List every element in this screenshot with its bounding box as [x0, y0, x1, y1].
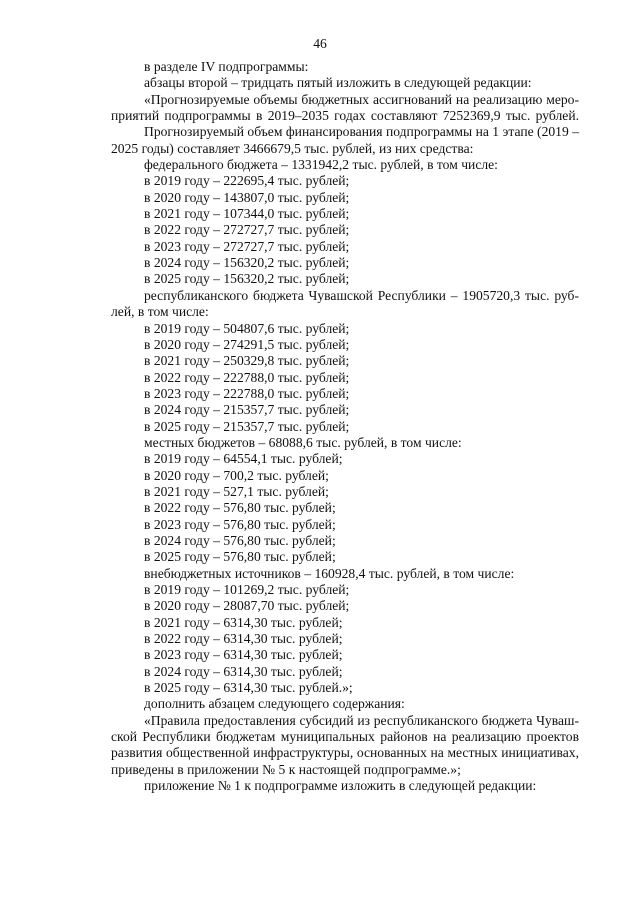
text-line: в 2021 году – 250329,8 тыс. рублей; — [144, 353, 350, 369]
text-line: в 2021 году – 6314,30 тыс. рублей; — [144, 614, 343, 630]
text-line: приложение № 1 к подпрограмме изложить в следующей редакции: — [144, 778, 537, 794]
text-line: республиканского бюджета Чувашской Республики – 1905720,3 тыс. руб- — [144, 287, 579, 303]
text-line: в 2023 году – 6314,30 тыс. рублей; — [144, 647, 343, 663]
text-line: в 2022 году – 222788,0 тыс. рублей; — [144, 369, 350, 385]
text-line: федерального бюджета – 1331942,2 тыс. рублей, в том числе: — [144, 157, 498, 173]
text-line: «Правила предоставления субсидий из республиканского бюджета Чуваш- — [144, 712, 579, 728]
text-line: в 2020 году – 28087,70 тыс. рублей; — [144, 598, 350, 614]
text-line: в 2023 году – 576,80 тыс. рублей; — [144, 516, 336, 532]
text-line: в 2024 году – 215357,7 тыс. рублей; — [144, 402, 350, 418]
text-line: в 2023 году – 272727,7 тыс. рублей; — [144, 238, 350, 254]
text-line: в 2022 году – 576,80 тыс. рублей; — [144, 500, 336, 516]
document-body — [111, 59, 579, 794]
text-line: в 2024 году – 156320,2 тыс. рублей; — [144, 255, 350, 271]
text-line: в 2022 году – 6314,30 тыс. рублей; — [144, 631, 343, 647]
text-line: приятий подпрограммы в 2019–2035 годах составляют 7252369,9 тыс. рублей. — [111, 108, 579, 124]
text-line: в 2025 году – 156320,2 тыс. рублей; — [144, 271, 350, 287]
text-line: в 2021 году – 527,1 тыс. рублей; — [144, 483, 329, 499]
text-line: в 2020 году – 143807,0 тыс. рублей; — [144, 189, 350, 205]
text-line: в 2024 году – 576,80 тыс. рублей; — [144, 532, 336, 548]
text-line: в 2025 году – 6314,30 тыс. рублей.»; — [144, 680, 353, 696]
page-number: 46 — [313, 36, 327, 51]
text-line: в 2019 году – 504807,6 тыс. рублей; — [144, 320, 350, 336]
text-line: в 2020 году – 274291,5 тыс. рублей; — [144, 336, 350, 352]
text-line: абзацы второй – тридцать пятый изложить в следующей редакции: — [144, 75, 532, 91]
text-line: в 2024 году – 6314,30 тыс. рублей; — [144, 663, 343, 679]
text-line: в 2019 году – 64554,1 тыс. рублей; — [144, 451, 343, 467]
text-line: в 2025 году – 215357,7 тыс. рублей; — [144, 418, 350, 434]
text-line: Прогнозируемый объем финансирования подпрограммы на 1 этапе (2019 – — [144, 124, 579, 140]
text-line: в 2019 году – 222695,4 тыс. рублей; — [144, 173, 350, 189]
text-line: в 2020 году – 700,2 тыс. рублей; — [144, 467, 329, 483]
text-line: в 2022 году – 272727,7 тыс. рублей; — [144, 222, 350, 238]
text-line: приведены в приложении № 5 к настоящей подпрограмме.»; — [111, 761, 461, 777]
text-line: в 2025 году – 576,80 тыс. рублей; — [144, 549, 336, 565]
text-line: ской Республики бюджетам муниципальных районов на реализацию проектов — [111, 729, 579, 745]
text-line: развития общественной инфраструктуры, основанных на местных инициативах, — [111, 745, 579, 761]
text-line: дополнить абзацем следующего содержания: — [144, 696, 405, 712]
text-line: местных бюджетов – 68088,6 тыс. рублей, в том числе: — [144, 434, 462, 450]
text-line: в разделе IV подпрограммы: — [144, 59, 309, 74]
text-line: лей, в том числе: — [111, 304, 209, 320]
text-line: в 2021 году – 107344,0 тыс. рублей; — [144, 206, 350, 222]
text-line: внебюджетных источников – 160928,4 тыс. рублей, в том числе: — [144, 565, 515, 581]
text-line: в 2019 году – 101269,2 тыс. рублей; — [144, 582, 350, 597]
text-line: в 2023 году – 222788,0 тыс. рублей; — [144, 385, 350, 401]
text-line: «Прогнозируемые объемы бюджетных ассигнований на реализацию меро- — [144, 91, 579, 107]
text-line: 2025 годы) составляет 3466679,5 тыс. рублей, из них средства: — [111, 140, 474, 156]
